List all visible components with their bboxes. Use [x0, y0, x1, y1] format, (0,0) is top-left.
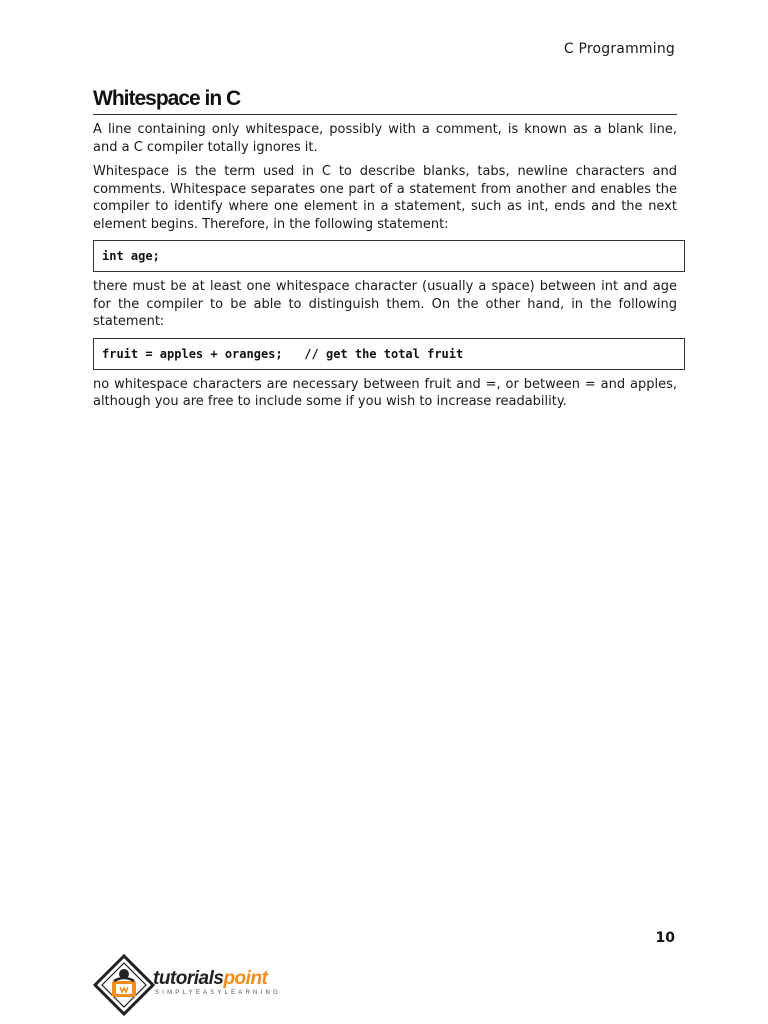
- paragraph-whitespace-definition: Whitespace is the term used in C to describe blanks, tabs, newline characters and comments. Whitespace separates one part of a statement from another and enables the compiler to identify where one element in a statement, such as int, ends and the next element begins. Therefore, in the following statement:: [93, 164, 677, 232]
- logo-tagline: SIMPLYEASYLEARNING: [155, 990, 281, 996]
- paragraph-blank-line: A line containing only whitespace, possibly with a comment, is known as a blank line, and a C compiler totally ignores it.: [93, 122, 677, 155]
- paragraph-whitespace-required: there must be at least one whitespace character (usually a space) between int and age for the compiler to be able to distinguish them. On the other hand, in the following statement:: [93, 279, 677, 329]
- page-content: [93, 86, 677, 418]
- section-title: Whitespace in C: [93, 86, 677, 115]
- running-header: C Programming: [563, 41, 675, 57]
- code-block-int-age: int age;: [93, 240, 685, 272]
- tutorialspoint-logo-icon: [93, 954, 155, 1016]
- paragraph-whitespace-optional: no whitespace characters are necessary between fruit and =, or between = and apples, although you are free to include some if you wish to increase readability.: [93, 376, 677, 409]
- logo-wordmark: tutorialspoint: [153, 968, 268, 989]
- code-block-fruit: fruit = apples + oranges; // get the total fruit: [93, 338, 685, 370]
- tutorialspoint-logo: [93, 954, 303, 1016]
- page-number: 10: [655, 930, 675, 946]
